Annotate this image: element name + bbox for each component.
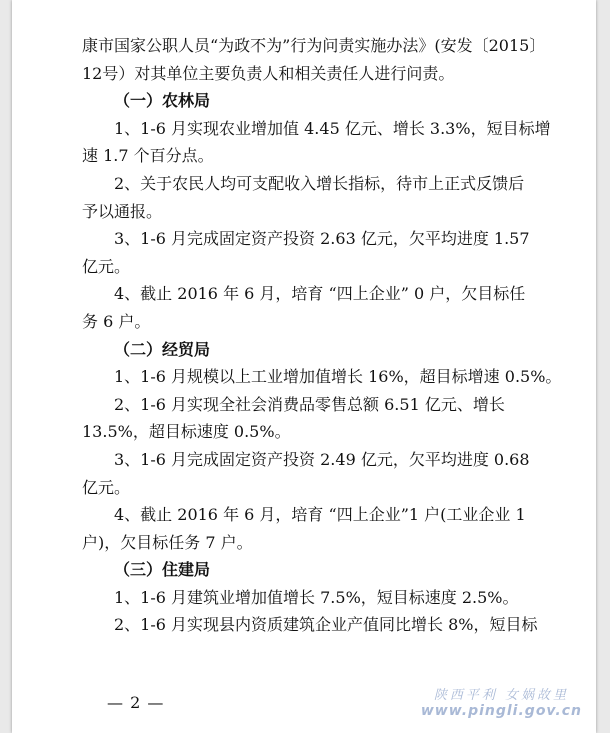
text-line: 1、1-6 月规模以上工业增加值增长 16%，超目标增速 0.5%。 — [114, 367, 562, 387]
text-line: 亿元。 — [82, 256, 131, 276]
text-line: 务 6 户。 — [82, 311, 151, 331]
watermark-chinese: 陕西平利 女娲故里 — [433, 688, 569, 703]
text-line: 12号）对其单位主要负责人和相关责任人进行问责。 — [82, 63, 455, 83]
document-body — [82, 32, 562, 639]
text-line: 速 1.7 个百分点。 — [82, 146, 214, 166]
document-page — [12, 0, 596, 733]
site-watermark — [421, 684, 582, 719]
text-line: 2、1-6 月实现全社会消费品零售总额 6.51 亿元、增长 — [114, 394, 505, 414]
text-line: 3、1-6 月完成固定资产投资 2.49 亿元，欠平均进度 0.68 — [114, 449, 530, 469]
text-line: 13.5%，超目标速度 0.5%。 — [82, 422, 291, 442]
text-line: 2、关于农民人均可支配收入增长指标，待市上正式反馈后 — [114, 173, 525, 193]
watermark-url: www.pingli.gov.cn — [420, 703, 582, 719]
page-number: — 2 — — [107, 693, 165, 712]
text-line: 康市国家公职人员“为政不为”行为问责实施办法》(安发〔2015〕 — [82, 36, 546, 55]
section-heading: （一）农林局 — [114, 91, 211, 111]
text-line: 4、截止 2016 年 6 月，培育 “四上企业” 0 户，欠目标任 — [114, 284, 526, 304]
section-heading: （二）经贸局 — [114, 339, 211, 359]
text-line: 亿元。 — [82, 477, 131, 497]
text-line: 2、1-6 月实现县内资质建筑企业产值同比增长 8%，短目标 — [114, 615, 538, 635]
text-line: 4、截止 2016 年 6 月，培育 “四上企业”1 户(工业企业 1 — [114, 505, 526, 525]
text-line: 1、1-6 月实现农业增加值 4.45 亿元、增长 3.3%，短目标增 — [114, 118, 551, 138]
text-line: 户)，欠目标任务 7 户。 — [82, 532, 253, 552]
text-line: 1、1-6 月建筑业增加值增长 7.5%，短目标速度 2.5%。 — [114, 587, 519, 607]
text-line: 予以通报。 — [82, 201, 163, 221]
text-line: 3、1-6 月完成固定资产投资 2.63 亿元，欠平均进度 1.57 — [114, 229, 530, 249]
section-heading: （三）住建局 — [114, 560, 211, 580]
